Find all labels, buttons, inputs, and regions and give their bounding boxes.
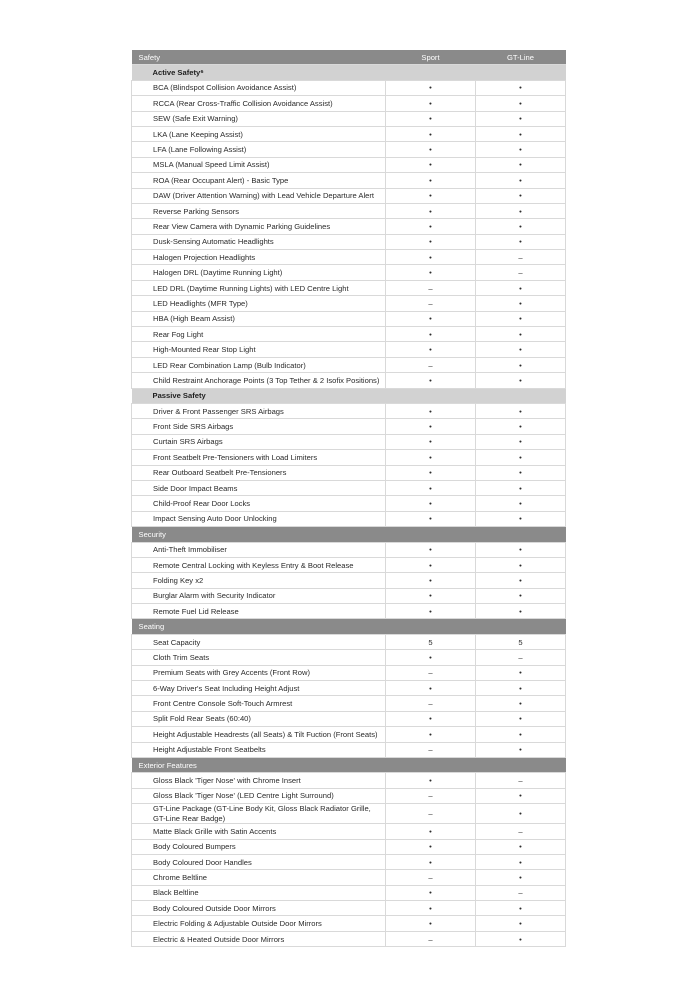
sport-value: –: [386, 788, 476, 803]
feature-label: Reverse Parking Sensors: [132, 203, 386, 218]
feature-label: Driver & Front Passenger SRS Airbags: [132, 403, 386, 418]
section-header-row: [132, 527, 566, 542]
sport-value: •: [386, 203, 476, 218]
feature-label: DAW (Driver Attention Warning) with Lead Vehicle Departure Alert: [132, 188, 386, 203]
feature-label: Burglar Alarm with Security Indicator: [132, 588, 386, 603]
table-row: [132, 557, 566, 572]
table-row: [132, 931, 566, 946]
feature-label: Matte Black Grille with Satin Accents: [132, 824, 386, 839]
sport-value: 5: [386, 634, 476, 649]
sport-value: •: [386, 465, 476, 480]
gt-line-value: •: [476, 357, 566, 372]
feature-label: Dusk-Sensing Automatic Headlights: [132, 234, 386, 249]
sport-value: •: [386, 573, 476, 588]
gt-line-value: •: [476, 711, 566, 726]
subsection-header-row: [132, 65, 566, 80]
gt-line-value: •: [476, 465, 566, 480]
table-row: [132, 465, 566, 480]
table-row: [132, 496, 566, 511]
feature-label: Height Adjustable Front Seatbelts: [132, 742, 386, 757]
table-row: [132, 804, 566, 824]
gt-line-value: •: [476, 742, 566, 757]
sport-value: •: [386, 157, 476, 172]
sport-value: –: [386, 280, 476, 295]
table-row: [132, 419, 566, 434]
sport-value: –: [386, 665, 476, 680]
sport-value: •: [386, 80, 476, 95]
feature-label: Gloss Black 'Tiger Nose' with Chrome Insert: [132, 773, 386, 788]
gt-line-value: •: [476, 604, 566, 619]
gt-line-value: •: [476, 573, 566, 588]
section-title: Exterior Features: [132, 757, 566, 772]
section-header-row: [132, 757, 566, 772]
table-row: [132, 681, 566, 696]
table-row: [132, 373, 566, 388]
feature-label: Halogen DRL (Daytime Running Light): [132, 265, 386, 280]
feature-label: Body Coloured Bumpers: [132, 839, 386, 854]
feature-label: Remote Fuel Lid Release: [132, 604, 386, 619]
table-header-row: [132, 50, 566, 65]
sport-value: •: [386, 916, 476, 931]
gt-line-value: •: [476, 901, 566, 916]
table-row: [132, 588, 566, 603]
gt-line-value: •: [476, 588, 566, 603]
sport-value: •: [386, 588, 476, 603]
sport-value: •: [386, 234, 476, 249]
gt-line-value: •: [476, 496, 566, 511]
header-gt-line: GT-Line: [476, 50, 566, 65]
sport-value: •: [386, 419, 476, 434]
table-row: [132, 742, 566, 757]
gt-line-value: •: [476, 296, 566, 311]
table-row: [132, 696, 566, 711]
table-row: [132, 280, 566, 295]
sport-value: •: [386, 403, 476, 418]
sport-value: •: [386, 727, 476, 742]
sport-value: •: [386, 824, 476, 839]
feature-label: BCA (Blindspot Collision Avoidance Assist): [132, 80, 386, 95]
sport-value: •: [386, 111, 476, 126]
table-row: [132, 265, 566, 280]
sport-value: •: [386, 711, 476, 726]
sport-value: •: [386, 342, 476, 357]
table-row: [132, 901, 566, 916]
sport-value: •: [386, 854, 476, 869]
sport-value: •: [386, 511, 476, 526]
sport-value: •: [386, 188, 476, 203]
table-row: [132, 665, 566, 680]
table-row: [132, 111, 566, 126]
table-row: [132, 203, 566, 218]
sport-value: •: [386, 839, 476, 854]
sport-value: •: [386, 450, 476, 465]
sport-value: •: [386, 173, 476, 188]
sport-value: •: [386, 496, 476, 511]
feature-label: Folding Key x2: [132, 573, 386, 588]
table-row: [132, 711, 566, 726]
gt-line-value: •: [476, 480, 566, 495]
gt-line-value: •: [476, 681, 566, 696]
table-row: [132, 342, 566, 357]
subsection-title: Active Safety⁶: [132, 65, 566, 80]
section-header-row: [132, 619, 566, 634]
sport-value: •: [386, 650, 476, 665]
gt-line-value: •: [476, 450, 566, 465]
sport-value: –: [386, 804, 476, 824]
feature-label: Rear Fog Light: [132, 327, 386, 342]
table-row: [132, 250, 566, 265]
feature-label: HBA (High Beam Assist): [132, 311, 386, 326]
gt-line-value: •: [476, 854, 566, 869]
sport-value: •: [386, 542, 476, 557]
feature-label: MSLA (Manual Speed Limit Assist): [132, 157, 386, 172]
feature-label: LED DRL (Daytime Running Lights) with LED Centre Light: [132, 280, 386, 295]
gt-line-value: •: [476, 511, 566, 526]
table-row: [132, 450, 566, 465]
sport-value: •: [386, 250, 476, 265]
feature-label: Remote Central Locking with Keyless Entry & Boot Release: [132, 557, 386, 572]
gt-line-value: •: [476, 111, 566, 126]
table-row: [132, 727, 566, 742]
table-row: [132, 80, 566, 95]
table-row: [132, 311, 566, 326]
gt-line-value: •: [476, 727, 566, 742]
table-row: [132, 839, 566, 854]
feature-label: Child Restraint Anchorage Points (3 Top Tether & 2 Isofix Positions): [132, 373, 386, 388]
sport-value: –: [386, 742, 476, 757]
feature-label: Front Seatbelt Pre-Tensioners with Load Limiters: [132, 450, 386, 465]
feature-label: Electric Folding & Adjustable Outside Door Mirrors: [132, 916, 386, 931]
gt-line-value: •: [476, 219, 566, 234]
gt-line-value: •: [476, 931, 566, 946]
sport-value: •: [386, 219, 476, 234]
gt-line-value: •: [476, 434, 566, 449]
gt-line-value: –: [476, 824, 566, 839]
feature-label: Front Side SRS Airbags: [132, 419, 386, 434]
table-row: [132, 916, 566, 931]
feature-label: 6-Way Driver's Seat Including Height Adjust: [132, 681, 386, 696]
section-title: Security: [132, 527, 566, 542]
sport-value: –: [386, 870, 476, 885]
feature-label: SEW (Safe Exit Warning): [132, 111, 386, 126]
sport-value: •: [386, 480, 476, 495]
sport-value: •: [386, 96, 476, 111]
table-row: [132, 327, 566, 342]
table-row: [132, 604, 566, 619]
table-row: [132, 142, 566, 157]
feature-label: LKA (Lane Keeping Assist): [132, 126, 386, 141]
feature-label: Impact Sensing Auto Door Unlocking: [132, 511, 386, 526]
gt-line-value: •: [476, 419, 566, 434]
feature-label: GT-Line Package (GT-Line Body Kit, Gloss Black Radiator Grille, GT-Line Rear Badge): [132, 804, 386, 824]
table-row: [132, 188, 566, 203]
sport-value: –: [386, 696, 476, 711]
feature-label: LED Rear Combination Lamp (Bulb Indicator): [132, 357, 386, 372]
sport-value: –: [386, 357, 476, 372]
gt-line-value: •: [476, 542, 566, 557]
gt-line-value: •: [476, 142, 566, 157]
table-row: [132, 434, 566, 449]
table-row: [132, 234, 566, 249]
feature-label: Halogen Projection Headlights: [132, 250, 386, 265]
section-title: Seating: [132, 619, 566, 634]
feature-label: Premium Seats with Grey Accents (Front Row): [132, 665, 386, 680]
gt-line-value: •: [476, 280, 566, 295]
spec-table-body: [132, 65, 566, 947]
sport-value: •: [386, 681, 476, 696]
feature-label: ROA (Rear Occupant Alert) - Basic Type: [132, 173, 386, 188]
gt-line-value: •: [476, 157, 566, 172]
feature-label: Split Fold Rear Seats (60:40): [132, 711, 386, 726]
table-row: [132, 885, 566, 900]
table-row: [132, 854, 566, 869]
gt-line-value: 5: [476, 634, 566, 649]
subsection-header-row: [132, 388, 566, 403]
sport-value: •: [386, 265, 476, 280]
feature-label: Body Coloured Door Handles: [132, 854, 386, 869]
gt-line-value: •: [476, 173, 566, 188]
feature-label: Anti-Theft Immobiliser: [132, 542, 386, 557]
feature-label: Curtain SRS Airbags: [132, 434, 386, 449]
gt-line-value: •: [476, 839, 566, 854]
sport-value: •: [386, 557, 476, 572]
gt-line-value: •: [476, 126, 566, 141]
sport-value: •: [386, 373, 476, 388]
table-row: [132, 634, 566, 649]
gt-line-value: –: [476, 650, 566, 665]
spec-table: [131, 50, 566, 947]
gt-line-value: •: [476, 665, 566, 680]
table-row: [132, 870, 566, 885]
sport-value: •: [386, 885, 476, 900]
feature-label: LFA (Lane Following Assist): [132, 142, 386, 157]
sport-value: •: [386, 604, 476, 619]
gt-line-value: •: [476, 788, 566, 803]
sport-value: •: [386, 142, 476, 157]
header-sport: Sport: [386, 50, 476, 65]
gt-line-value: –: [476, 885, 566, 900]
table-row: [132, 173, 566, 188]
table-row: [132, 542, 566, 557]
header-category: Safety: [132, 50, 386, 65]
table-row: [132, 96, 566, 111]
gt-line-value: •: [476, 234, 566, 249]
gt-line-value: •: [476, 916, 566, 931]
feature-label: Seat Capacity: [132, 634, 386, 649]
feature-label: Front Centre Console Soft-Touch Armrest: [132, 696, 386, 711]
sport-value: •: [386, 126, 476, 141]
gt-line-value: •: [476, 342, 566, 357]
subsection-title: Passive Safety: [132, 388, 566, 403]
gt-line-value: •: [476, 188, 566, 203]
feature-label: Height Adjustable Headrests (all Seats) & Tilt Fuction (Front Seats): [132, 727, 386, 742]
sport-value: •: [386, 311, 476, 326]
feature-label: Body Coloured Outside Door Mirrors: [132, 901, 386, 916]
table-row: [132, 824, 566, 839]
sport-value: –: [386, 931, 476, 946]
gt-line-value: •: [476, 327, 566, 342]
feature-label: Cloth Trim Seats: [132, 650, 386, 665]
sport-value: •: [386, 327, 476, 342]
table-row: [132, 157, 566, 172]
gt-line-value: •: [476, 870, 566, 885]
table-row: [132, 773, 566, 788]
feature-label: Rear View Camera with Dynamic Parking Guidelines: [132, 219, 386, 234]
sport-value: •: [386, 434, 476, 449]
gt-line-value: •: [476, 311, 566, 326]
gt-line-value: •: [476, 203, 566, 218]
table-row: [132, 788, 566, 803]
gt-line-value: –: [476, 265, 566, 280]
table-row: [132, 511, 566, 526]
gt-line-value: •: [476, 373, 566, 388]
sport-value: •: [386, 773, 476, 788]
feature-label: RCCA (Rear Cross-Traffic Collision Avoidance Assist): [132, 96, 386, 111]
table-row: [132, 480, 566, 495]
sport-value: –: [386, 296, 476, 311]
table-row: [132, 650, 566, 665]
table-row: [132, 126, 566, 141]
gt-line-value: •: [476, 96, 566, 111]
gt-line-value: –: [476, 773, 566, 788]
gt-line-value: –: [476, 250, 566, 265]
gt-line-value: •: [476, 80, 566, 95]
table-row: [132, 296, 566, 311]
feature-label: Gloss Black 'Tiger Nose' (LED Centre Light Surround): [132, 788, 386, 803]
gt-line-value: •: [476, 696, 566, 711]
feature-label: Child-Proof Rear Door Locks: [132, 496, 386, 511]
sport-value: •: [386, 901, 476, 916]
table-row: [132, 357, 566, 372]
table-row: [132, 219, 566, 234]
table-row: [132, 573, 566, 588]
feature-label: LED Headlights (MFR Type): [132, 296, 386, 311]
gt-line-value: •: [476, 403, 566, 418]
feature-label: High-Mounted Rear Stop Light: [132, 342, 386, 357]
gt-line-value: •: [476, 557, 566, 572]
table-row: [132, 403, 566, 418]
feature-label: Electric & Heated Outside Door Mirrors: [132, 931, 386, 946]
feature-label: Rear Outboard Seatbelt Pre-Tensioners: [132, 465, 386, 480]
feature-label: Side Door Impact Beams: [132, 480, 386, 495]
gt-line-value: •: [476, 804, 566, 824]
feature-label: Chrome Beltline: [132, 870, 386, 885]
feature-label: Black Beltline: [132, 885, 386, 900]
